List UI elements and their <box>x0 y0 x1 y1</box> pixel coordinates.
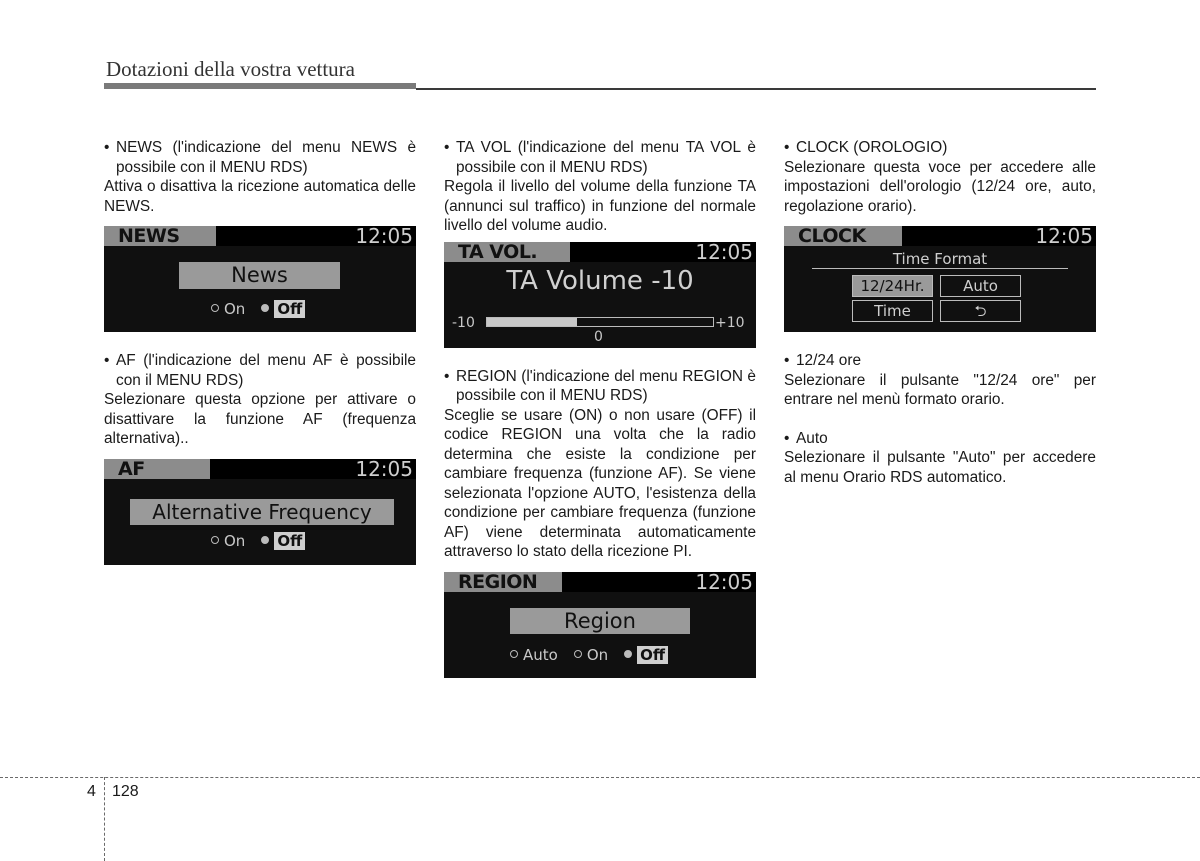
tavol-center-label: 0 <box>594 328 603 345</box>
tavol-max-label: +10 <box>715 314 745 331</box>
news-option-off[interactable]: Off <box>261 300 305 318</box>
region-screen-title: REGION <box>444 572 562 592</box>
news-screen <box>104 226 416 332</box>
chapter-number: 4 <box>87 783 96 800</box>
column-1 <box>104 138 416 565</box>
clock-1224-button[interactable]: 12/24Hr. <box>852 275 933 297</box>
tavol-screen <box>444 242 756 348</box>
region-screen-time: 12:05 <box>695 571 753 594</box>
auto-description: Selezionare il pulsante "Auto" per accedere al menu Orario RDS automatico. <box>784 449 1096 486</box>
region-option-auto[interactable]: Auto <box>510 646 558 664</box>
news-button[interactable]: News <box>179 262 340 289</box>
af-option-off[interactable]: Off <box>261 532 305 550</box>
region-screen <box>444 572 756 678</box>
h1224-bullet: • 12/24 ore <box>784 352 862 369</box>
h1224-description: Selezionare il pulsante "12/24 ore" per entrare nel menù formato orario. <box>784 371 1096 408</box>
region-button[interactable]: Region <box>510 608 690 634</box>
af-options <box>211 532 305 552</box>
back-icon[interactable]: ⮌ <box>940 300 1021 322</box>
af-screen-time: 12:05 <box>355 458 413 481</box>
af-screen <box>104 459 416 565</box>
page-header-title: Dotazioni della vostra vettura <box>106 57 355 81</box>
clock-description: Selezionare questa voce per accedere alle impostazioni dell'orologio (12/24 ore, auto, regolazione orario). <box>784 158 1096 215</box>
column-2 <box>444 138 756 678</box>
header-rule-thin <box>416 88 1096 90</box>
tavol-screen-title: TA VOL. <box>444 242 570 262</box>
column-3 <box>784 138 1096 487</box>
region-options <box>510 646 668 666</box>
clock-screen <box>784 226 1096 332</box>
af-option-on[interactable]: On <box>211 532 245 550</box>
region-option-off[interactable]: Off <box>624 646 668 664</box>
tavol-description: Regola il livello del volume della funzione TA (annunci sul traffico) in funzione del normale livello del volume audio. <box>444 178 756 234</box>
news-option-on[interactable]: On <box>211 300 245 318</box>
af-screen-title: AF <box>104 459 210 479</box>
af-bullet: • AF (l'indicazione del menu AF è possibile con il MENU RDS) <box>104 352 416 389</box>
page-number: 128 <box>112 783 139 800</box>
clock-screen-title: CLOCK <box>784 226 902 246</box>
footer-vertical-dashed-rule <box>104 777 105 861</box>
news-screen-time: 12:05 <box>355 226 413 248</box>
clock-divider <box>812 268 1068 269</box>
clock-time-button[interactable]: Time <box>852 300 933 322</box>
footer-dashed-rule <box>0 777 1200 778</box>
af-button[interactable]: Alternative Frequency <box>130 499 394 525</box>
tavol-min-label: -10 <box>452 314 475 331</box>
news-screen-title: NEWS <box>104 226 216 246</box>
tavol-screen-time: 12:05 <box>695 241 753 264</box>
clock-screen-time: 12:05 <box>1035 226 1093 248</box>
tavol-bullet: • TA VOL (l'indicazione del menu TA VOL è possibile con il MENU RDS) <box>444 139 756 176</box>
news-options <box>211 300 305 320</box>
tavol-volume-fill <box>487 318 577 326</box>
region-bullet: • REGION (l'indicazione del menu REGION è possibile con il MENU RDS) <box>444 367 756 404</box>
tavol-volume-label: TA Volume -10 <box>506 265 694 296</box>
af-description: Selezionare questa opzione per attivare o disattivare la funzione AF (frequenza alternativa).. <box>104 391 416 447</box>
region-option-on[interactable]: On <box>574 646 608 664</box>
clock-auto-button[interactable]: Auto <box>940 275 1021 297</box>
news-description: Attiva o disattiva la ricezione automatica delle NEWS. <box>104 178 416 215</box>
auto-bullet: • Auto <box>784 429 828 447</box>
clock-bullet: • CLOCK (OROLOGIO) <box>784 139 948 156</box>
tavol-volume-slider[interactable] <box>486 317 714 327</box>
region-description: Sceglie se usare (ON) o non usare (OFF) il codice REGION una volta che la radio determina che esiste la condizione per cambiare frequenza (funzione AF). Se viene selezionata l'opzione AUTO, l'esistenza della condizione per cambiare frequenza (funzione AF) viene determinata automaticamente attraverso lo stato della ricezione PI. <box>444 406 756 560</box>
header-rule-thick <box>104 83 416 89</box>
news-bullet: • NEWS (l'indicazione del menu NEWS è possibile con il MENU RDS) <box>104 139 416 176</box>
clock-time-format-label: Time Format <box>892 250 988 268</box>
